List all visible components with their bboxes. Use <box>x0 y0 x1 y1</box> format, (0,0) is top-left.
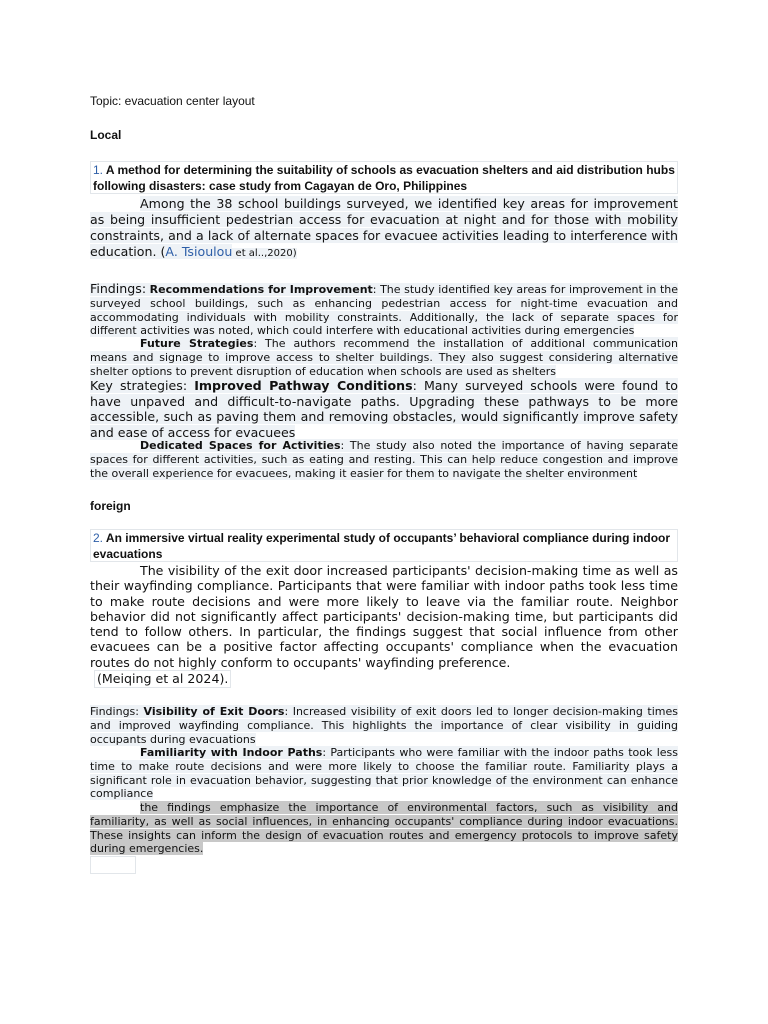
study-1-future-strategies <box>90 337 678 378</box>
study-2-finding-1-title: Visibility of Exit Doors <box>143 705 285 718</box>
study-1-findings <box>90 281 678 338</box>
study-2-findings <box>90 705 678 746</box>
section-heading-foreign: foreign <box>90 499 131 513</box>
empty-text-box[interactable] <box>90 856 136 874</box>
study-2-abstract-text: The visibility of the exit door increased participants' decision-making time as well as their wayfinding compliance. Participants that were familiar with indoor paths took less time to make route decisions and were more likely to leave via the familiar route. Neighbor behavior did not significantly affect participants' decision-making time, but participants did tend to follow others. In particular, the findings suggest that social influence from other evacuees can be a positive factor affecting occupants' compliance when the evacuation routes do not highly conform to occupants' wayfinding preference. <box>90 563 678 670</box>
study-2-abstract <box>90 563 678 670</box>
study-2-findings-label: Findings: <box>90 705 139 718</box>
study-1-title <box>90 161 678 194</box>
study-1-citation-rest: et al..,2020) <box>232 248 297 259</box>
study-1-citation-link[interactable]: A. Tsioulou <box>165 244 233 259</box>
study-2-summary-text: the findings emphasize the importance of environmental factors, such as visibility and familiarity, as well as social influences, in enhancing occupants' compliance during indoor evacuations. These insights can inform the design of evacuation routes and emergency protocols to improve safety during emergencies. <box>90 801 678 856</box>
study-1-strategy-2-text: : The study also noted the importance of having separate spaces for different activities, such as eating and resting. This can help reduce congestion and improve the overall experience for evacuees, making it easier for them to navigate the shelter environment <box>90 439 678 480</box>
study-2-finding-2-text: : Participants who were familiar with the indoor paths took less time to make route decisions and were more likely to choose the familiar route. Familiarity plays a significant role in evacuation behavior, suggesting that prior knowledge of the environment can enhance compliance <box>90 746 678 801</box>
study-1-abstract-text: Among the 38 school buildings surveyed, we identified key areas for improvement as being insufficient pedestrian access for evacuation at night and for those with mobility constraints, and a lack of alternate spaces for evacuee activities leading to interference with education. ( <box>90 196 678 259</box>
study-1-title-text: A method for determining the suitability of schools as evacuation shelters and aid distribution hubs following disasters: case study from Cagayan de Oro, Philippines <box>93 163 675 193</box>
study-2-title-text: An immersive virtual reality experimental study of occupants’ behavioral compliance during indoor evacuations <box>93 531 671 561</box>
section-heading-local: Local <box>90 128 122 142</box>
study-1-strategy-1-title: Improved Pathway Conditions <box>194 378 413 393</box>
study-1-key-strategies <box>90 378 678 440</box>
study-2-finding-2-title: Familiarity with Indoor Paths <box>140 746 323 759</box>
study-2-summary <box>90 801 678 856</box>
study-2-familiarity <box>90 746 678 801</box>
study-1-strategy-1-text: : Many surveyed schools were found to have unpaved and difficult-to-navigate paths. Upgrading these pathways to be more accessible, such as paving them and removing obstacles, would significantly improve safety and ease of access for evacuees <box>90 378 678 440</box>
study-1-finding-2-text: : The authors recommend the installation of additional communication means and signage to improve access to shelter buildings. They also suggest considering alternative shelter options to prevent disruption of education when schools are used as shelters <box>90 337 678 378</box>
study-2-title <box>90 529 678 562</box>
study-2-citation: (Meiqing et al 2024). <box>94 670 231 688</box>
study-1-key-strategies-label: Key strategies: <box>90 378 188 393</box>
study-1-finding-1-text: : The study identified key areas for improvement in the surveyed school buildings, such as enhancing pedestrian access for night-time evacuation and accommodating individuals with mobility constraints. Additionally, the lack of separate spaces for different activities was noted, which could interfere with educational activities during emergencies <box>90 283 678 338</box>
study-2-finding-1-text: : Increased visibility of exit doors led to longer decision-making times and improved wayfinding compliance. This highlights the importance of clear visibility in guiding occupants during evacuations <box>90 705 678 746</box>
topic-line: Topic: evacuation center layout <box>90 94 255 108</box>
study-1-number: 1. <box>93 163 104 177</box>
study-1-finding-1-title: Recommendations for Improvement <box>149 283 373 296</box>
study-1-abstract <box>90 196 678 262</box>
study-1-findings-label: Findings: <box>90 281 147 296</box>
study-1-finding-2-title: Future Strategies <box>140 337 254 350</box>
study-1-dedicated-spaces <box>90 439 678 480</box>
study-1-strategy-2-title: Dedicated Spaces for Activities <box>140 439 341 452</box>
study-2-number: 2. <box>93 531 104 545</box>
